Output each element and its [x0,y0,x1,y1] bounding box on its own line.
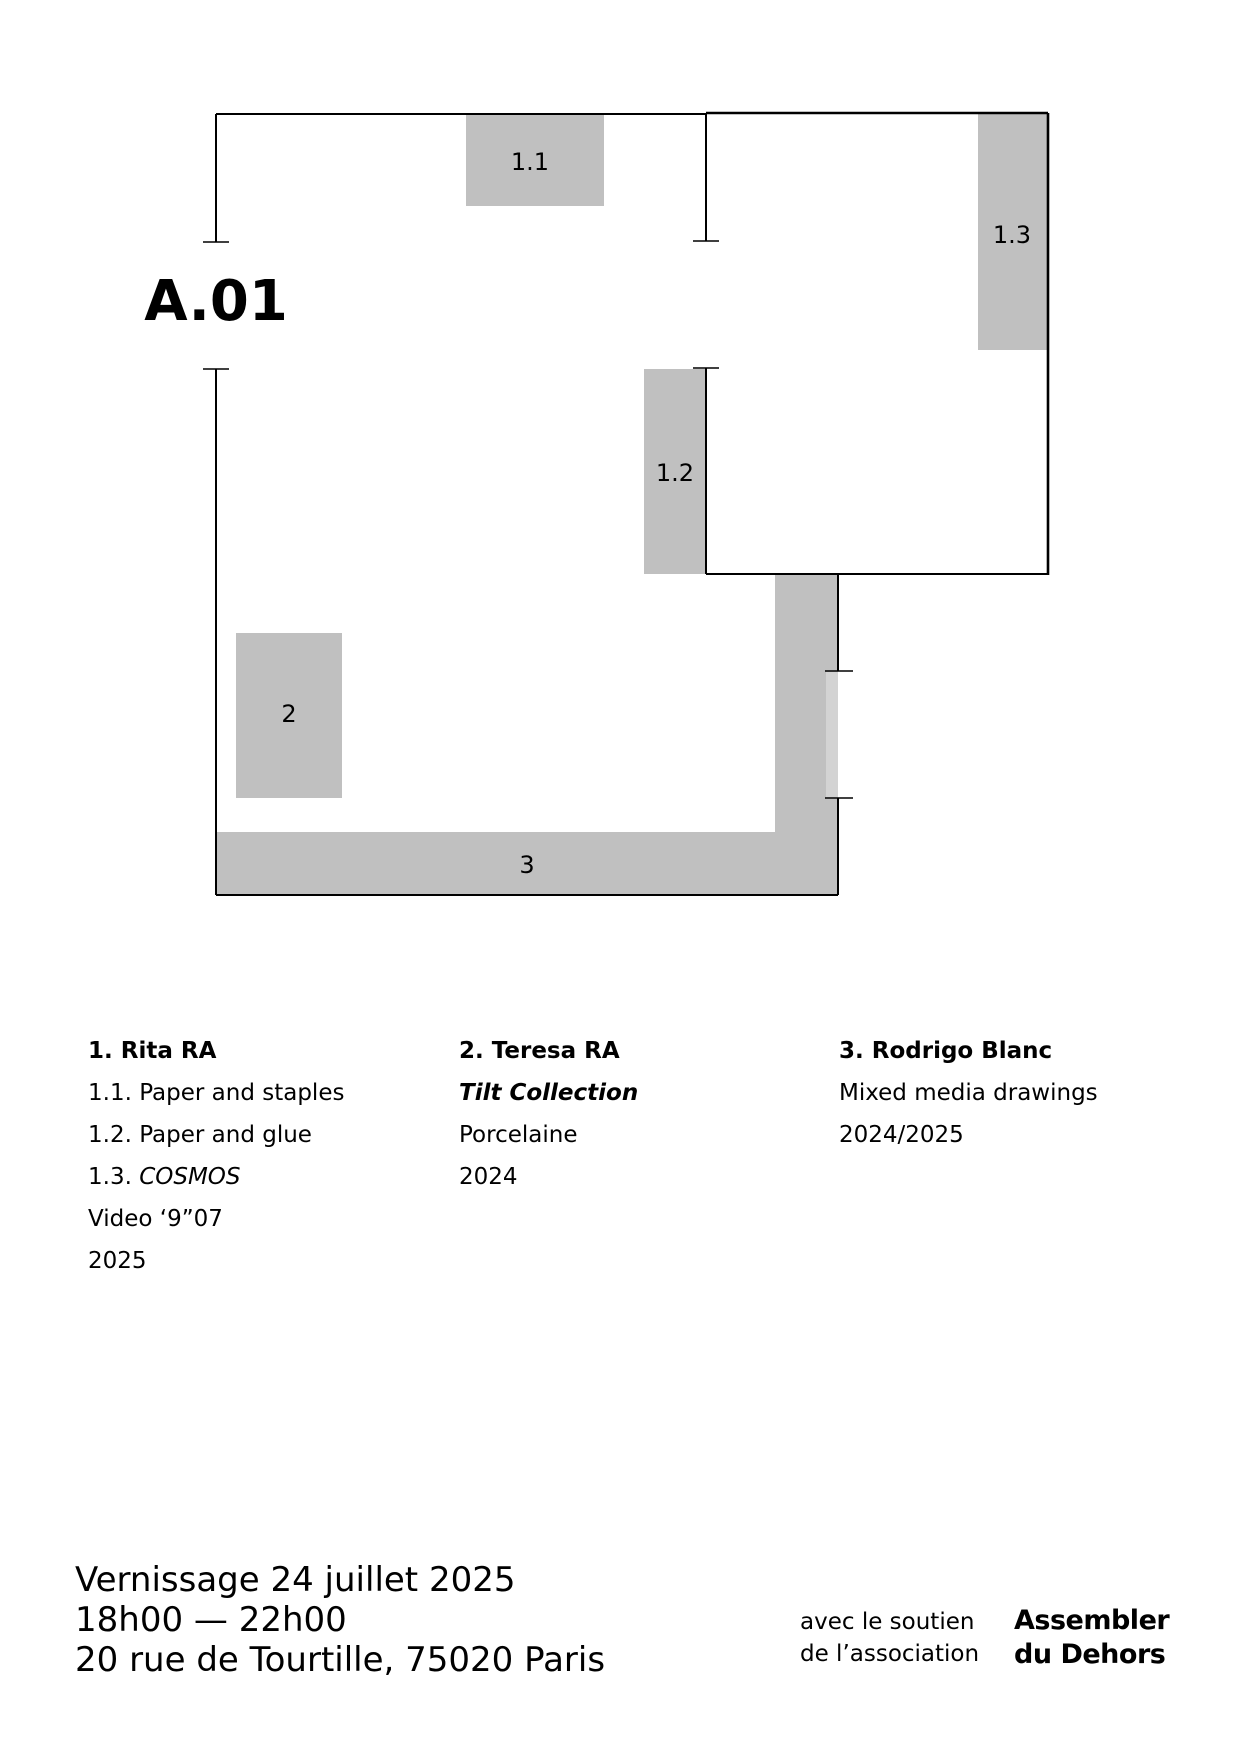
association-line-1: Assembler [1014,1605,1170,1636]
support-line-2: de l’association [800,1641,980,1667]
zone-label-3: 3 [519,851,535,879]
artist-3-column [839,1030,1098,1156]
zone-label-1-1: 1.1 [510,148,550,176]
event-opening: Vernissage 24 juillet 2025 [75,1560,516,1600]
event-info [75,1560,605,1680]
door-opening [826,672,838,799]
association-logo [1014,1604,1169,1672]
support-text [800,1606,979,1670]
artist-1-work-3 [88,1156,344,1198]
artist-2-year: 2024 [459,1164,518,1190]
artist-3-title: 3. Rodrigo Blanc [839,1038,1053,1064]
artist-1-title: 1. Rita RA [88,1038,217,1064]
event-hours: 18h00 — 22h00 [75,1600,347,1640]
zone-label-1-2: 1.2 [655,459,695,487]
artist-1-year: 2025 [88,1248,147,1274]
artist-2-work-title: Tilt Collection [459,1080,639,1106]
artist-1-work-3-prefix: 1.3. [88,1164,140,1190]
artist-3-medium: Mixed media drawings [839,1080,1098,1106]
artist-1-work-1: 1.1. Paper and staples [88,1080,345,1106]
artist-1-work-2: 1.2. Paper and glue [88,1122,312,1148]
artist-1-work-3-title: COSMOS [139,1164,241,1190]
support-line-1: avec le soutien [800,1609,975,1635]
zone-label-1-3: 1.3 [992,221,1032,249]
artist-1-column [88,1030,344,1282]
artist-2-title: 2. Teresa RA [459,1038,620,1064]
artist-1-medium: Video ‘9”07 [88,1206,223,1232]
zone-label-2: 2 [281,700,297,728]
artist-3-year: 2024/2025 [839,1122,964,1148]
artist-2-medium: Porcelaine [459,1122,578,1148]
event-address: 20 rue de Tourtille, 75020 Paris [75,1640,606,1680]
association-line-2: du Dehors [1014,1639,1166,1670]
room-code: A.01 [144,269,288,334]
artist-2-column [459,1030,638,1198]
